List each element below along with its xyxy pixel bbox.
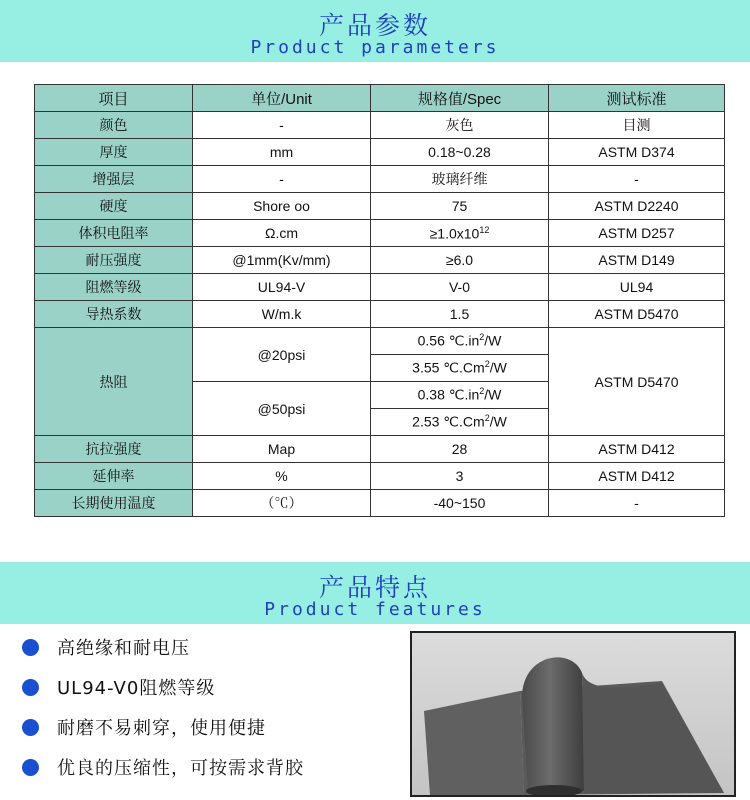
spec-exponent: 2 <box>484 359 490 370</box>
table-row <box>35 139 725 166</box>
params-title-en: Product parameters <box>250 37 500 58</box>
header-spec: 规格值/Spec <box>371 85 549 112</box>
row-item: 硬度 <box>35 193 193 220</box>
feature-text: UL94-V0阻燃等级 <box>57 678 216 699</box>
spec-value: 0.56 ℃.in <box>417 332 480 349</box>
row-standard: ASTM D2240 <box>549 193 725 220</box>
header-unit: 单位/Unit <box>193 85 371 112</box>
row-spec: V-0 <box>371 274 549 301</box>
row-item: 耐压强度 <box>35 247 193 274</box>
table-row <box>35 328 725 355</box>
row-standard: UL94 <box>549 274 725 301</box>
row-item: 抗拉强度 <box>35 436 193 463</box>
row-spec: 28 <box>371 436 549 463</box>
table-row <box>35 274 725 301</box>
row-unit: Shore oo <box>193 193 371 220</box>
row-spec: 灰色 <box>371 112 549 139</box>
spec-unit-tail: /W <box>484 332 502 349</box>
row-standard: - <box>549 490 725 517</box>
params-banner <box>0 0 750 62</box>
feature-text: 优良的压缩性，可按需求背胶 <box>57 758 304 779</box>
table-row <box>35 463 725 490</box>
list-item <box>22 748 392 786</box>
table-row <box>35 436 725 463</box>
row-unit: - <box>193 112 371 139</box>
row-spec: 1.5 <box>371 301 549 328</box>
row-spec: 玻璃纤维 <box>371 166 549 193</box>
row-standard: ASTM D412 <box>549 436 725 463</box>
row-spec: ≥6.0 <box>371 247 549 274</box>
spec-unit-tail: /W <box>484 386 502 403</box>
spec-value: 3.55 ℃.Cm <box>412 359 485 376</box>
row-spec <box>371 382 549 409</box>
row-unit: - <box>193 166 371 193</box>
parameters-table <box>34 84 725 517</box>
row-spec <box>371 220 549 247</box>
product-photo <box>410 631 736 797</box>
silicone-pad-image <box>412 633 734 795</box>
features-banner <box>0 562 750 624</box>
row-standard: ASTM D5470 <box>549 328 725 436</box>
header-standard: 测试标准 <box>549 85 725 112</box>
table-row <box>35 220 725 247</box>
row-standard: - <box>549 166 725 193</box>
row-standard: ASTM D412 <box>549 463 725 490</box>
params-title-zh: 产品参数 <box>318 11 431 40</box>
row-unit: （℃） <box>193 490 371 517</box>
features-title-en: Product features <box>264 599 486 620</box>
row-unit: Map <box>193 436 371 463</box>
feature-text: 耐磨不易刺穿，使用便捷 <box>57 718 266 739</box>
spec-exponent: 2 <box>484 413 490 424</box>
feature-text: 高绝缘和耐电压 <box>57 638 190 659</box>
row-standard: ASTM D257 <box>549 220 725 247</box>
bullet-icon <box>22 759 39 776</box>
row-spec <box>371 409 549 436</box>
features-title-zh: 产品特点 <box>318 573 431 602</box>
row-item: 颜色 <box>35 112 193 139</box>
row-item: 体积电阻率 <box>35 220 193 247</box>
row-standard: ASTM D5470 <box>549 301 725 328</box>
row-spec: 0.18~0.28 <box>371 139 549 166</box>
row-unit: % <box>193 463 371 490</box>
row-unit: Ω.cm <box>193 220 371 247</box>
row-unit: W/m.k <box>193 301 371 328</box>
row-unit: @20psi <box>193 328 371 382</box>
spec-exponent: 2 <box>479 332 485 343</box>
spec-exponent: 2 <box>479 386 485 397</box>
row-spec: -40~150 <box>371 490 549 517</box>
row-item: 热阻 <box>35 328 193 436</box>
feature-list <box>22 628 392 788</box>
row-unit: @50psi <box>193 382 371 436</box>
list-item <box>22 708 392 746</box>
row-item: 增强层 <box>35 166 193 193</box>
row-item: 导热系数 <box>35 301 193 328</box>
spec-value: 0.38 ℃.in <box>417 386 480 403</box>
row-standard: ASTM D149 <box>549 247 725 274</box>
spec-value: 2.53 ℃.Cm <box>412 413 485 430</box>
row-item: 阻燃等级 <box>35 274 193 301</box>
row-spec: 3 <box>371 463 549 490</box>
table-row <box>35 112 725 139</box>
bullet-icon <box>22 679 39 696</box>
row-item: 厚度 <box>35 139 193 166</box>
header-item: 项目 <box>35 85 193 112</box>
bullet-icon <box>22 639 39 656</box>
spec-unit-tail: /W <box>489 413 507 430</box>
spec-value: ≥1.0x10 <box>429 225 480 242</box>
row-unit: UL94-V <box>193 274 371 301</box>
table-row <box>35 193 725 220</box>
table-row <box>35 247 725 274</box>
spec-exponent: 12 <box>479 224 490 235</box>
row-item: 长期使用温度 <box>35 490 193 517</box>
row-spec <box>371 328 549 355</box>
row-standard: ASTM D374 <box>549 139 725 166</box>
row-standard: 目测 <box>549 112 725 139</box>
row-unit: @1mm(Kv/mm) <box>193 247 371 274</box>
row-item: 延伸率 <box>35 463 193 490</box>
bullet-icon <box>22 719 39 736</box>
table-row <box>35 301 725 328</box>
row-unit: mm <box>193 139 371 166</box>
list-item <box>22 668 392 706</box>
spec-unit-tail: /W <box>489 359 507 376</box>
table-header-row <box>35 85 725 112</box>
row-spec <box>371 355 549 382</box>
row-spec: 75 <box>371 193 549 220</box>
list-item <box>22 628 392 666</box>
table-row <box>35 490 725 517</box>
table-row <box>35 166 725 193</box>
